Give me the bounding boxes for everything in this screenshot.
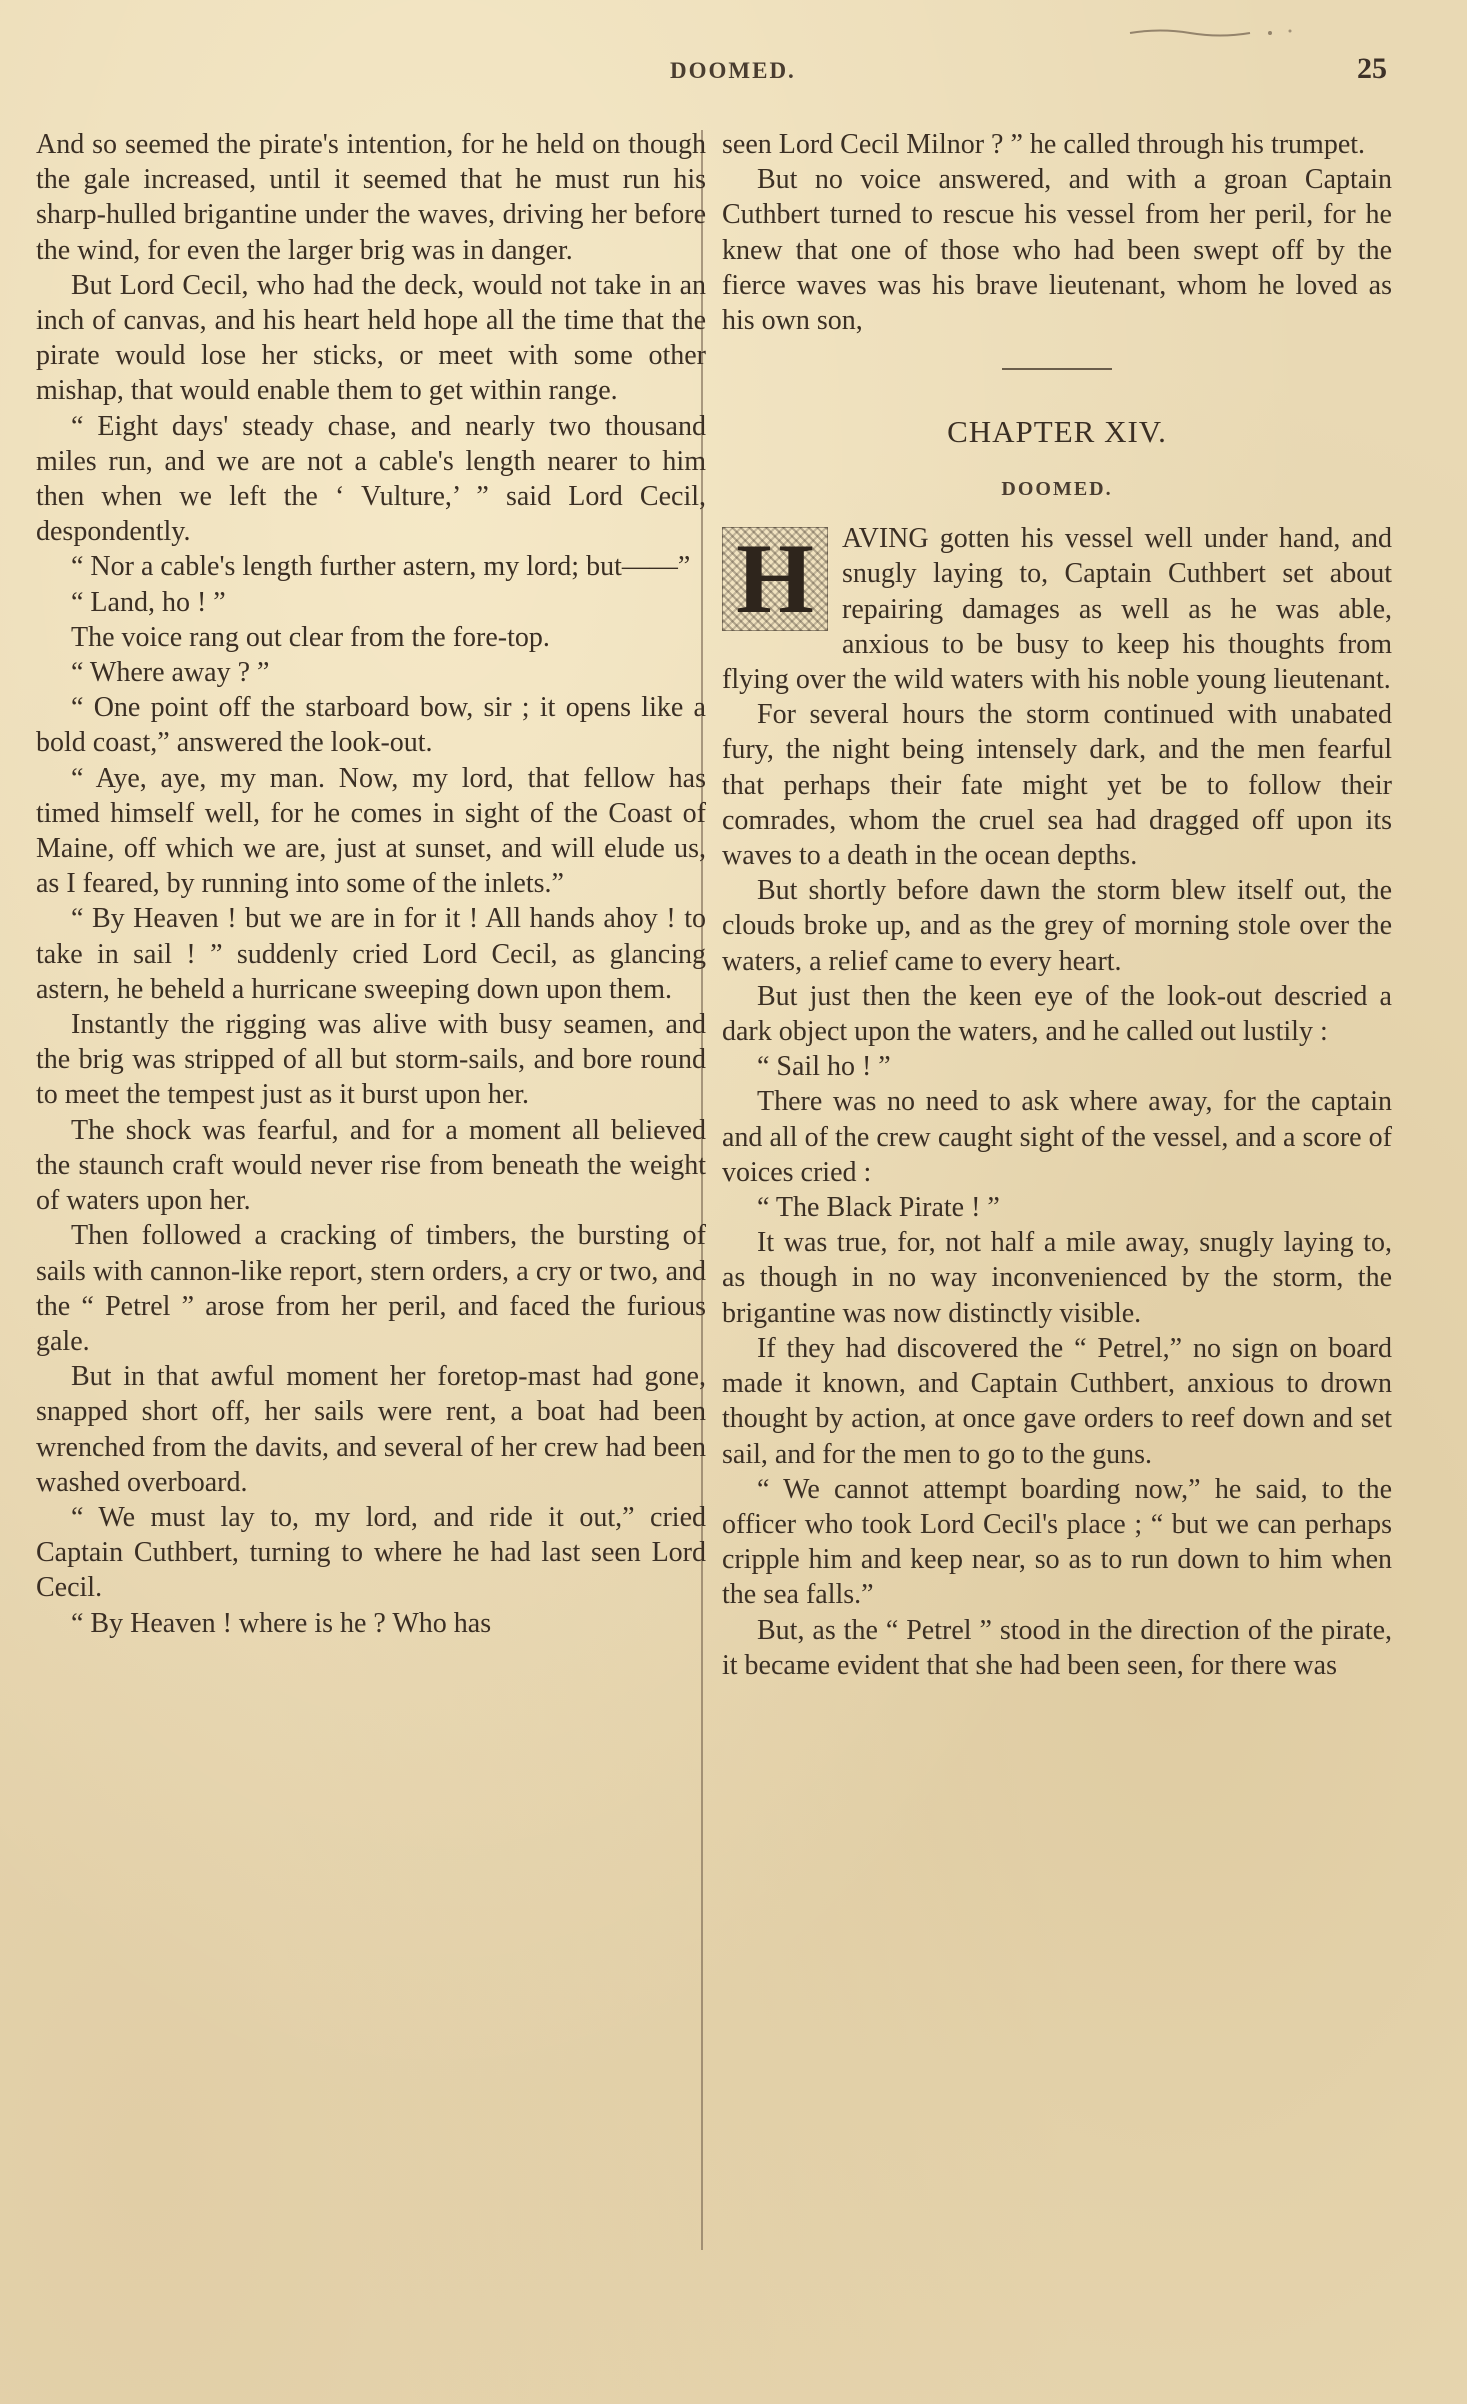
paragraph: But in that awful moment her foretop-mast had gone, snapped short off, her sails were rent, a boat had been wrenched from the davits, and several of her crew had been washed overboard.: [36, 1361, 706, 1498]
paragraph: “ Eight days' steady chase, and nearly two thousand miles run, and we are not a cable's length nearer to him then when we left the ‘ Vulture,’ ” said Lord Cecil, despondently.: [36, 410, 706, 548]
drop-cap-ornament: [722, 523, 828, 635]
paragraph: But no voice answered, and with a groan Captain Cuthbert turned to rescue his vessel from her peril, for he knew that one of those who had been swept off by the fierce waves was his brave lieutenant, whom he loved as his own son,: [722, 164, 1392, 337]
drop-cap-letter: H: [736, 523, 814, 635]
chapter-title: CHAPTER XIV.: [947, 414, 1167, 450]
paragraph: The shock was fearful, and for a moment all believed the staunch craft would never rise from beneath the weight of waters upon her.: [36, 1114, 706, 1217]
left-column: [36, 127, 706, 1641]
paragraph: “ Nor a cable's length further astern, my lord; but——”: [71, 551, 691, 583]
paragraph: But, as the “ Petrel ” stood in the direction of the pirate, it became evident that she had been seen, for there was: [722, 1614, 1392, 1681]
paragraph: But Lord Cecil, who had the deck, would not take in an inch of canvas, and his heart held hope all the time that the pirate would lose her sticks, or meet with some other mishap, that would enable them to get within range.: [36, 269, 706, 407]
paragraph: seen Lord Cecil Milnor ? ” he called through his trumpet.: [722, 129, 1366, 160]
chapter-subtitle: DOOMED.: [1001, 478, 1113, 501]
paragraph: And so seemed the pirate's intention, for he held on though the gale increased, until it seemed that he must run his sharp-hulled brigantine under the waves, driving her before the wind, for even the larger brig was in danger.: [36, 129, 706, 266]
paragraph: Then followed a cracking of timbers, the bursting of sails with cannon-like report, stern orders, a cry or two, and the “ Petrel ” arose from her peril, and faced the furious gale.: [36, 1220, 706, 1357]
paragraph: AVING gotten his vessel well under hand, and snugly laying to, Captain Cuthbert set about repairing damages as well as he was able, anxious to be busy to keep his thoughts from flying over the wild waters with his noble young lieutenant.: [722, 523, 1392, 696]
paragraph: For several hours the storm continued with unabated fury, the night being intensely dark, and the men fearful that perhaps their fate might yet be to follow their comrades, whom the cruel sea had dragged off upon its waves to a death in the ocean depths.: [722, 699, 1392, 872]
paragraph: It was true, for, not half a mile away, snugly laying to, as though in no way inconvenienced by the storm, the brigantine was now distinctly visible.: [722, 1227, 1392, 1329]
paragraph: But just then the keen eye of the look-out descried a dark object upon the waters, and he called out lustily :: [722, 980, 1392, 1048]
paragraph: “ Sail ho ! ”: [757, 1051, 891, 1083]
paragraph: “ By Heaven ! but we are in for it ! All hands ahoy ! to take in sail ! ” suddenly cried Lord Cecil, as glancing astern, he beheld a hurricane sweeping down upon them.: [36, 903, 706, 1005]
paragraph: But shortly before dawn the storm blew itself out, the clouds broke up, and as the grey of morning stole over the waters, a relief came to every heart.: [722, 875, 1392, 977]
paragraph: Instantly the rigging was alive with busy seamen, and the brig was stripped of all but storm-sails, and bore round to meet the tempest just as it burst upon her.: [36, 1009, 706, 1111]
paragraph: The voice rang out clear from the fore-top.: [71, 621, 550, 653]
paragraph: “ One point off the starboard bow, sir ; it opens like a bold coast,” answered the look-out.: [36, 692, 706, 759]
paragraph: “ Aye, aye, my man. Now, my lord, that fellow has timed himself well, for he comes in sight of the Coast of Maine, off which we are, just at sunset, and will elude us, as I feared, by running into some of the inlets.”: [36, 762, 706, 900]
printer-ornament: [1120, 24, 1320, 40]
chapter-opening: [722, 521, 1392, 697]
page-number: 25: [1357, 52, 1387, 85]
paragraph: “ We cannot attempt boarding now,” he said, to the officer who took Lord Cecil's place ; “ but we can perhaps cripple him and keep near, so as to run down to him when the sea falls.”: [722, 1473, 1392, 1611]
running-title: DOOMED.: [670, 58, 796, 83]
paragraph: There was no need to ask where away, for the captain and all of the crew caught sight of the vessel, and a score of voices cried :: [722, 1086, 1392, 1188]
section-rule: [1002, 368, 1112, 370]
paragraph: “ By Heaven ! where is he ? Who has: [71, 1607, 492, 1639]
paragraph: “ Where away ? ”: [71, 657, 270, 689]
paragraph: “ The Black Pirate ! ”: [757, 1192, 1000, 1224]
paragraph: If they had discovered the “ Petrel,” no sign on board made it known, and Captain Cuthbert, anxious to drown thought by action, at once gave orders to reef down and set sail, and for the men to go to the guns.: [722, 1332, 1392, 1470]
running-head: [30, 52, 1387, 92]
paragraph: “ We must lay to, my lord, and ride it out,” cried Captain Cuthbert, turning to where he had last seen Lord Cecil.: [36, 1501, 706, 1604]
paragraph: “ Land, ho ! ”: [71, 586, 226, 618]
right-column: [722, 127, 1392, 1683]
